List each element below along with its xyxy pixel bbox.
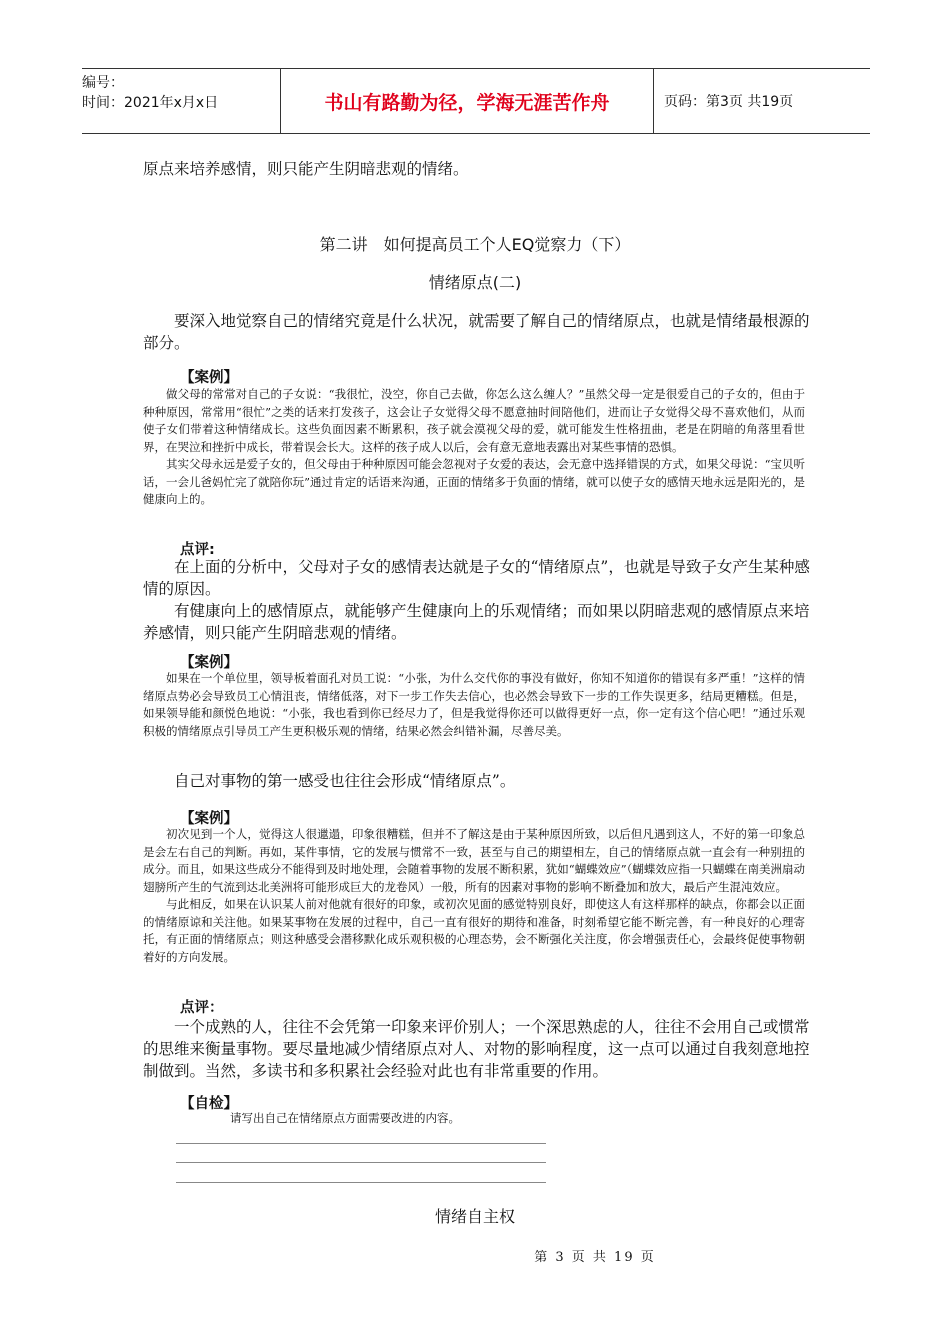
comment-label: 点评: [180, 542, 215, 558]
page-header [82, 68, 870, 134]
first-impression-text: 自己对事物的第一感受也往往会形成“情绪原点”。 [174, 772, 516, 790]
case-1-paragraph: 做父母的常常对自己的子女说：“我很忙，没空，你自己去做，你怎么这么缠人？”虽然父母一定是很爱自己的子女的，但由于种种原因，常常用“很忙”之类的话来打发孩子，这会让子女觉得父母不愿意抽时间陪他们，进而让子女觉得父母不喜欢他们，从而使子女们带着这种情绪成长。这些负面因素不断累积，孩子就会漠视父母的爱，就可能发生性格扭曲，老是在阴暗的角落里看世界，在哭泣和挫折中成长，带着误会长大。这样的孩子成人以后，会有意无意地表露出对某些事情的恐惧。 [143, 387, 805, 454]
header-motto: 书山有路勤为径，学海无涯苦作舟 [281, 69, 654, 133]
case-label: 【案例】 [180, 655, 238, 671]
header-page-number: 页码：第3页 共19页 [664, 94, 794, 110]
header-meta [82, 69, 281, 133]
intro-text: 要深入地觉察自己的情绪究竟是什么状况，就需要了解自己的情绪原点，也就是情绪最根源的部分。 [143, 312, 810, 352]
intro-paragraph [143, 310, 811, 354]
case-label: 【案例】 [180, 811, 238, 827]
comment-2-paragraph: 一个成熟的人，往往不会凭第一印象来评价别人；一个深思熟虑的人，往往不会用自己或惯常的思维来衡量事物。要尽量地减少情绪原点对人、对物的影响程度，这一点可以通过自我刻意地控制做到。当然，多读书和多积累社会经验对此也有非常重要的作用。 [143, 1018, 810, 1080]
lecture-title: 第二讲 如何提高员工个人EQ觉察力（下） [319, 235, 631, 254]
comment-2 [143, 1016, 811, 1082]
answer-line[interactable] [176, 1162, 546, 1163]
comment-1 [143, 556, 811, 644]
case-3-paragraph: 初次见到一个人，觉得这人很邋遢，印象很糟糕，但并不了解这是由于某种原因所致，以后但凡遇到这人，不好的第一印象总是会左右自己的判断。再如，某件事情，它的发展与惯常不一致，甚至与自己的期望相左，自己的情绪原点就一直会有一种别扭的成分。而且，如果这些成分不能得到及时地处理，会随着事物的发展不断积累，犹如“蝴蝶效应”（蝴蝶效应指一只蝴蝶在南美洲扇动翅膀所产生的气流到达北美洲将可能形成巨大的龙卷风）一般，所有的因素对事物的影响不断叠加和放大，最后产生混沌效应。 [143, 827, 805, 894]
doc-date: 时间：2021年x月x日 [82, 95, 219, 111]
first-impression-paragraph [143, 770, 811, 792]
section-title: 情绪原点(二) [428, 273, 522, 292]
doc-number-label: 编号： [82, 75, 124, 91]
self-check-prompt: 请写出自己在情绪原点方面需要改进的内容。 [230, 1111, 460, 1125]
case-2-paragraph: 如果在一个单位里，领导板着面孔对员工说：“小张，为什么交代你的事没有做好，你知不知道你的错误有多严重！”这样的情绪原点势必会导致员工心情沮丧，情绪低落，对下一步工作失去信心，也必然会导致下一步的工作失误更多，结局更糟糕。但是，如果领导能和颜悦色地说：“小张，我也看到你已经尽力了，但是我觉得你还可以做得更好一点，你一定有这个信心吧！”通过乐观积极的情绪原点引导员工产生更积极乐观的情绪，结果必然会纠错补漏，尽善尽美。 [143, 671, 805, 738]
next-section-title: 情绪自主权 [434, 1207, 515, 1226]
comment-1-paragraph: 有健康向上的感情原点，就能够产生健康向上的乐观情绪；而如果以阴暗悲观的感情原点来培养感情，则只能产生阴暗悲观的情绪。 [143, 602, 810, 642]
case-3-paragraph: 与此相反，如果在认识某人前对他就有很好的印象，或初次见面的感觉特别良好，即使这人有这样那样的缺点，你都会以正面的情绪原谅和关注他。如果某事物在发展的过程中，自己一直有很好的期待和准备，时刻希望它能不断完善，有一种良好的心理寄托，有正面的情绪原点；则这种感受会潜移默化成乐观积极的心理态势，会不断强化关注度，你会增强责任心，会最终促使事物朝着好的方向发展。 [143, 897, 805, 964]
case-3 [143, 826, 805, 966]
case-1-paragraph: 其实父母永远是爱子女的，但父母由于种种原因可能会忽视对子女爱的表达，会无意中选择错误的方式，如果父母说：“宝贝听话，一会儿爸妈忙完了就陪你玩”通过肯定的话语来沟通，正面的情绪多于负面的情绪，就可以使子女的感情天地永远是阳光的，是健康向上的。 [143, 457, 805, 506]
self-check-label: 【自检】 [180, 1096, 238, 1112]
answer-line[interactable] [176, 1143, 546, 1144]
case-1 [143, 386, 805, 509]
comment-1-paragraph: 在上面的分析中，父母对子女的感情表达就是子女的“情绪原点”，也就是导致子女产生某种感情的原因。 [143, 558, 810, 598]
page-footer: 第 3 页 共 19 页 [534, 1250, 656, 1265]
answer-line[interactable] [176, 1182, 546, 1183]
continuation-text: 原点来培养感情，则只能产生阴暗悲观的情绪。 [143, 160, 469, 178]
comment-label: 点评： [180, 1000, 224, 1016]
case-label: 【案例】 [180, 370, 238, 386]
case-2 [143, 670, 805, 740]
